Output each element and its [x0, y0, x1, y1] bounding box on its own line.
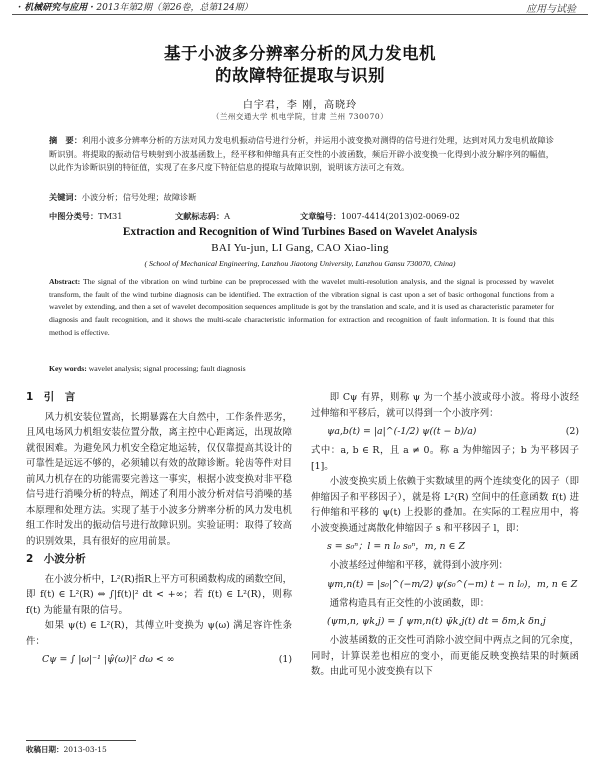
section-1-heading: 1 引 言 — [26, 391, 76, 403]
keywords-en-label: Key words: — [49, 364, 87, 373]
footnote-rule — [26, 740, 136, 741]
keywords-cn-text: 小波分析；信号处理；故障诊断 — [81, 192, 197, 202]
keywords-en-text: wavelet analysis; signal processing; fault diagnosis — [88, 364, 246, 373]
equation-4-body: ψm,n(t) = |s₀|^(−m/2) ψ(s₀^(−m) t − n l₀)，m, n ∈ Z — [327, 578, 578, 590]
equation-3-body: s = s₀ⁿ；l = n l₀ s₀ⁿ，m, n ∈ Z — [327, 541, 465, 553]
equation-3 — [311, 536, 579, 558]
affiliation: （兰州交通大学 机电学院，甘肃 兰州 730070） — [211, 112, 389, 121]
received-date — [26, 744, 107, 755]
section-2-paragraph-1: 在小波分析中，L²(R)指R上平方可积函数构成的函数空间，即 f(t) ∈ L²(R) ⇔ ∫|f(t)|² dt < +∞；若 f(t) ∈ L²(R)，则称 f(t) 为能量有限的信号。 — [26, 573, 292, 616]
right-paragraph-6: 小波基函数的正交性可消除小波空间中两点之间的冗余度，同时，计算误差也相应的变小，而更能反映变换结果的时频函数。由此可见小波变换有以下 — [311, 635, 579, 677]
issue-info: 2013年第2期（第26卷，总第124期） — [96, 3, 253, 13]
article-number-label: 文章编号： — [300, 211, 341, 221]
clc-number — [49, 211, 122, 222]
abstract-en — [49, 276, 554, 340]
keywords-cn-label: 关键词： — [49, 192, 82, 202]
equation-4 — [311, 574, 579, 596]
clc-label: 中图分类号： — [49, 211, 99, 221]
right-paragraph-2: 式中：a, b ∈ R，且 a ≠ 0。称 a 为伸缩因子；b 为平移因子[1]。 — [311, 445, 579, 472]
header-rule — [12, 14, 588, 15]
section-2-paragraph-2: 如果 ψ(t) ∈ L²(R)，其傅立叶变换为 ψ(ω) 满足容许性条件： — [26, 620, 292, 647]
doc-code-label: 文献标志码： — [175, 211, 225, 221]
right-paragraph-1: 即 Cψ 有界，则称 ψ 为一个基小波或母小波。将母小波经过伸缩和平移后，就可以得到一个小波序列： — [311, 392, 579, 419]
section-name: 应用与试验 — [526, 4, 576, 15]
abstract-en-label: Abstract: — [49, 277, 81, 286]
equation-5 — [311, 611, 579, 633]
doc-code-value: A — [224, 211, 231, 221]
equation-1-number: (1) — [278, 654, 292, 666]
author-list: 白宇君，李 刚，高晓玲 — [242, 100, 358, 111]
paper-title-line2: 的故障特征提取与识别 — [215, 66, 385, 85]
keywords-cn — [49, 192, 554, 203]
right-paragraph-5: 通常构造具有正交性的小波函数，即： — [329, 597, 490, 609]
abstract-cn — [49, 134, 554, 175]
received-date-value: 2013-03-15 — [63, 745, 107, 754]
article-number — [300, 211, 460, 222]
equation-2-number: (2) — [565, 426, 579, 438]
section-2-heading: 2 小波分析 — [26, 553, 86, 565]
paper-title-en: Extraction and Recognition of Wind Turbines Based on Wavelet Analysis — [122, 226, 478, 238]
abstract-cn-label: 摘 要： — [49, 135, 83, 145]
abstract-cn-text: 利用小波多分辨率分析的方法对风力发电机振动信号进行分析，并运用小波变换对测得的信号进行处理，达到对风力发电机故障诊断识别。将提取的振动信号映射到小波基函数上，经平移和伸缩具有正交性的小波函数，频后开辟小波变换一化得到小波分解序列的幅值，以此作为诊断识别的特征值，实现了在多尺度下特征信息的提取与故障识别，说明该方法可之有效。 — [49, 135, 554, 173]
document-code — [175, 211, 230, 222]
paper-title-line1: 基于小波多分辨率分析的风力发电机 — [164, 44, 436, 63]
equation-2 — [311, 421, 579, 443]
equation-5-body: (ψm,n, ψk,j) = ∫ ψm,n(t) ψ̄k,j(t) dt = δm,k δn,j — [327, 616, 546, 628]
body-column-left — [26, 390, 292, 671]
clc-value: TM31 — [98, 211, 123, 221]
equation-1-body: Cψ = ∫ |ω|⁻¹ |ψ̂(ω)|² dω < ∞ — [42, 654, 175, 666]
journal-name: · 机械研究与应用 · — [18, 3, 94, 13]
affiliation-en: ( School of Mechanical Engineering, Lanzhou Jiaotong University, Lanzhou Gansu 730070, China) — [144, 259, 456, 268]
article-number-value: 1007-4414(2013)02-0069-02 — [340, 211, 460, 221]
right-paragraph-4: 小波基经过伸缩和平移，就得到小波序列： — [329, 560, 508, 571]
body-column-right — [311, 390, 579, 680]
equation-1 — [26, 649, 292, 671]
running-header-left — [18, 0, 253, 13]
author-list-en: BAI Yu-jun, LI Gang, CAO Xiao-ling — [211, 242, 389, 254]
abstract-en-text: The signal of the vibration on wind turbine can be preprocessed with the wavelet multi-resolution analysis, and the signal is processed by wavelet transform, the fault of the wind turbine diagnosis can be identified. The extraction of the vibration signal is cast upon a set of basic orthogonal functions from a wavelet by extending, and then a set of wavelet decomposition sequences amplitude is got by the translation and scale, and it is used as characteristic parameter for diagnosis and fault recognition, and it shows the multi-scale characteristic information for extraction and recognition of fault information. It is found that this method is effective. — [49, 277, 554, 337]
keywords-en — [49, 364, 554, 373]
received-date-label: 收稿日期： — [26, 745, 64, 754]
section-1-paragraph: 风力机安装位置高，长期暴露在大自然中，工作条件恶劣，且风电场风力机组安装位置分散，离主控中心距离远，出现故障就很困难。为避免风力机安全稳定地运转，仅仅靠提高其设计的可靠性是远远不够的，必须辅以有效的故障诊断。轮齿等件对目前风力机存在的功能需要完善这一事实，根据小波变换对非平稳信号进行消噪分析的特点，阐述了利用小波分析对信号消噪的基本原理和处理方法。实现了基于小波多分辨率分析的风力发电机组工作时发出的振动信号进行故障识别。实验证明：取得了较高的识别效果，具有很好的应用前景。 — [26, 411, 292, 547]
equation-2-body: ψa,b(t) = |a|^(-1/2) ψ((t − b)/a) — [327, 426, 477, 438]
right-paragraph-3: 小波变换实质上依赖于实数域里的两个连续变化的因子（即伸缩因子和平移因子），就是将 L²(R) 空间中的任意函数 f(t) 进行伸缩和平移的 ψ(t) 上投影的叠加。在实际的工程应用中，将小波变换通过离散化伸缩因子 s 和平移因子 l，即： — [311, 476, 579, 534]
